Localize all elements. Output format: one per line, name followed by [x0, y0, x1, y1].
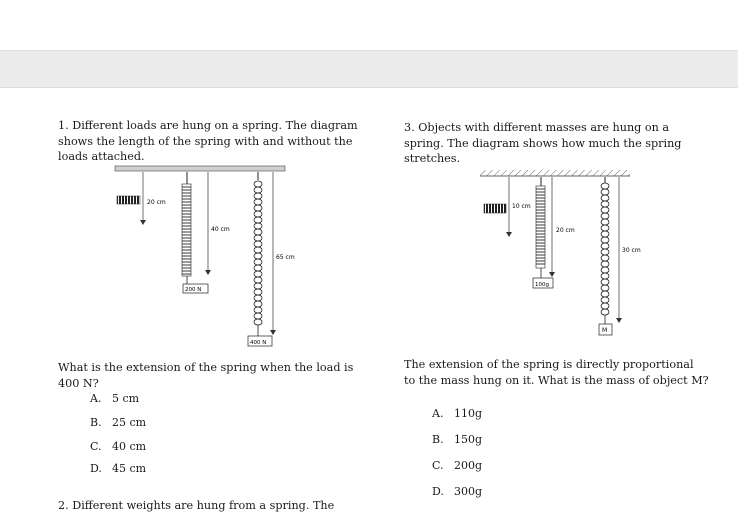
q3-option-a[interactable]	[432, 407, 482, 420]
q1-question-line: 400 N?	[58, 376, 99, 390]
q3-mass-label: 100g	[535, 282, 549, 288]
q1-spring-unloaded	[117, 196, 140, 204]
q3-ceiling	[480, 170, 630, 176]
q2-stem: 2. Different weights are hung from a spring. The	[58, 499, 335, 512]
q3-stem	[404, 120, 681, 167]
q3-stem-line: 3. Objects with different masses are hung on a	[404, 121, 670, 134]
q1-question	[58, 360, 353, 391]
q1-spring-diagram	[110, 164, 295, 354]
q3-option-b[interactable]	[432, 433, 482, 446]
option-text: 300g	[454, 485, 483, 498]
q3-spring-unloaded	[484, 204, 506, 213]
option-text: 40 cm	[112, 440, 147, 453]
q1-stem-line: 1. Different loads are hung on a spring. The diagram	[58, 119, 358, 132]
option-text: 45 cm	[112, 462, 147, 475]
option-letter: B.	[432, 433, 444, 446]
option-letter: C.	[90, 440, 102, 453]
q3-spring-m	[601, 183, 609, 315]
q3-length-label: 20 cm	[556, 227, 575, 234]
option-letter: A.	[90, 392, 102, 405]
q1-option-b[interactable]	[90, 416, 146, 429]
option-letter: D.	[432, 485, 444, 498]
q1-length-label: 20 cm	[147, 199, 166, 206]
q3-mass-label: M	[602, 327, 608, 334]
q1-stem-line: loads attached.	[58, 150, 145, 163]
q1-spring-400	[254, 181, 262, 325]
q1-length-label: 65 cm	[276, 254, 295, 261]
q3-question-line: The extension of the spring is directly proportional	[404, 358, 694, 371]
top-toolbar-band	[0, 50, 738, 88]
q1-load-label: 200 N	[185, 287, 202, 293]
q3-length-label: 30 cm	[622, 247, 641, 254]
option-text: 200g	[454, 459, 483, 472]
q1-question-line: What is the extension of the spring when the load is	[58, 361, 354, 374]
q3-length-label: 10 cm	[512, 203, 531, 210]
q3-question	[404, 357, 709, 388]
q1-option-a[interactable]	[90, 392, 139, 405]
option-letter: D.	[90, 462, 102, 475]
option-text: 150g	[454, 433, 483, 446]
q3-stem-line: stretches.	[404, 152, 461, 165]
q1-option-d[interactable]	[90, 462, 146, 475]
q3-question-line: to the mass hung on it. What is the mass of object M?	[404, 373, 709, 387]
option-letter: B.	[90, 416, 102, 429]
option-letter: C.	[432, 459, 444, 472]
q3-option-d[interactable]	[432, 485, 482, 498]
q1-option-c[interactable]	[90, 440, 146, 453]
option-text: 25 cm	[112, 416, 147, 429]
option-letter: A.	[432, 407, 444, 420]
q3-option-c[interactable]	[432, 459, 482, 472]
q1-load-label: 400 N	[250, 340, 267, 346]
option-text: 110g	[454, 407, 483, 420]
option-text: 5 cm	[112, 392, 140, 405]
q3-spring-diagram	[468, 166, 640, 342]
q3-stem-line: spring. The diagram shows how much the spring	[404, 136, 682, 150]
q1-ceiling	[115, 166, 285, 171]
q1-stem	[58, 118, 358, 165]
q1-stem-line: shows the length of the spring with and without the	[58, 134, 353, 148]
q1-length-label: 40 cm	[211, 226, 230, 233]
